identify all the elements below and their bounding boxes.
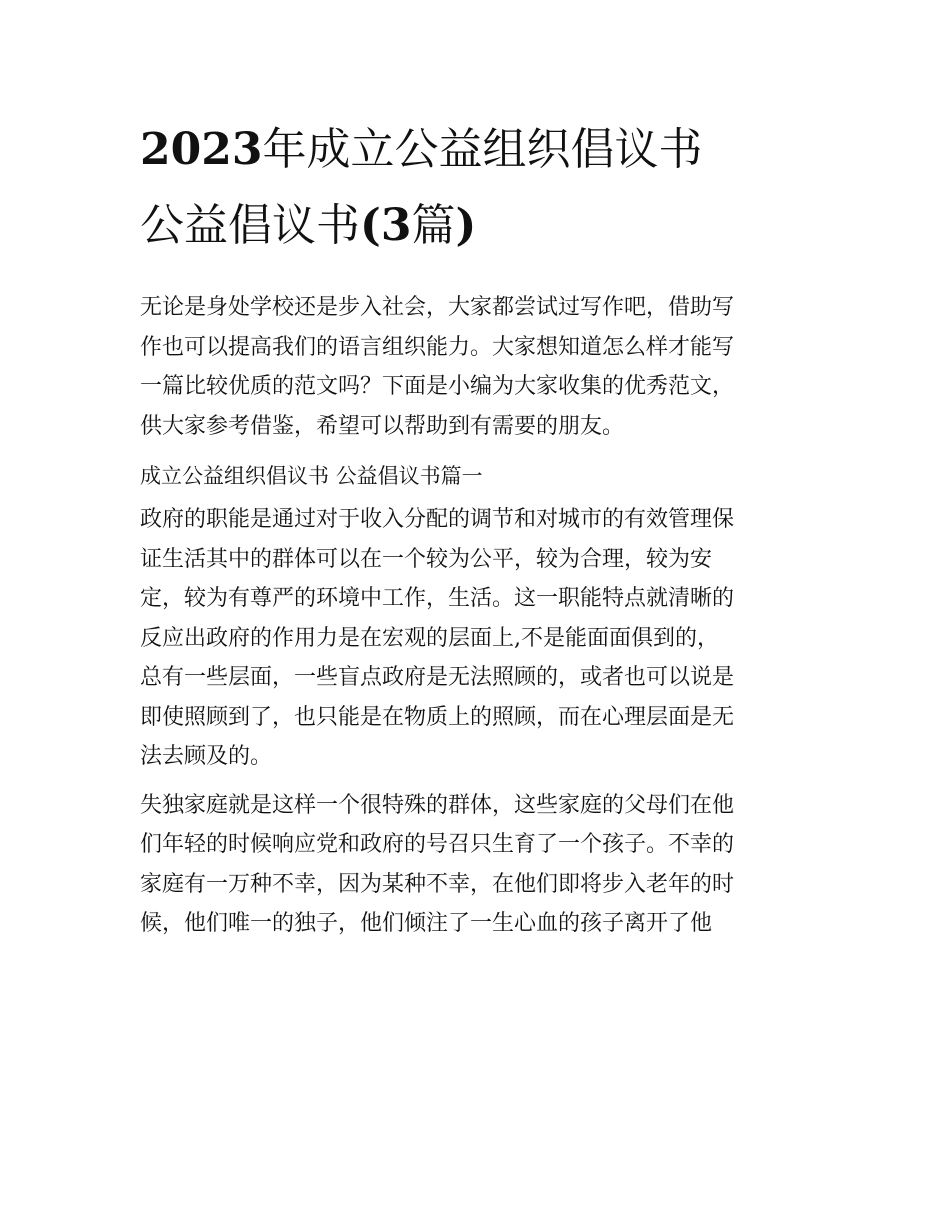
document-title <box>140 112 820 264</box>
text-line: 供大家参考借鉴，希望可以帮助到有需要的朋友。 <box>140 413 625 439</box>
text-line: 们年轻的时候响应党和政府的号召只生育了一个孩子。不幸的 <box>140 832 735 857</box>
text-line: 反应出政府的作用力是在宏观的层面上,不是能面面俱到的， <box>140 625 719 651</box>
text-line: 法去顾及的。 <box>140 744 273 769</box>
body-paragraph-2 <box>140 786 820 944</box>
text-line: 总有一些层面，一些盲点政府是无法照顾的，或者也可以说是 <box>140 665 735 690</box>
document-page <box>140 112 820 944</box>
text-line: 候，他们唯一的独子，他们倾注了一生心血的孩子离开了他 <box>140 911 713 936</box>
text-line: 作也可以提高我们的语言组织能力。大家想知道怎么样才能写 <box>140 334 735 360</box>
title-year: 2023 <box>140 124 263 175</box>
title-count-close: ) <box>455 200 477 251</box>
text-line: 即使照顾到了，也只能是在物质上的照顾，而在心理层面是无 <box>140 704 735 730</box>
title-count-open: (3 <box>360 200 412 251</box>
title-line-2-text: 公益倡议书 <box>140 200 360 251</box>
title-count-unit: 篇 <box>411 200 456 251</box>
text-line: 家庭有一万种不幸，因为某种不幸，在他们即将步入老年的时 <box>140 871 735 897</box>
text-line: 一篇比较优质的范文吗？下面是小编为大家收集的优秀范文， <box>140 374 735 399</box>
text-line: 失独家庭就是这样一个很特殊的群体，这些家庭的父母们在他 <box>140 792 735 818</box>
section-heading: 成立公益组织倡议书 公益倡议书篇一 <box>140 464 483 488</box>
text-line: 政府的职能是通过对于收入分配的调节和对城市的有效管理保 <box>140 507 735 532</box>
body-paragraph-1 <box>140 500 820 777</box>
title-line-2 <box>140 188 820 264</box>
intro-paragraph <box>140 288 820 446</box>
text-line: 证生活其中的群体可以在一个较为公平，较为合理，较为安 <box>140 546 713 572</box>
title-line-1 <box>140 112 820 188</box>
title-line-1-text: 年成立公益组织倡议书 <box>262 124 703 175</box>
text-line: 无论是身处学校还是步入社会，大家都尝试过写作吧，借助写 <box>140 295 735 320</box>
text-line: 定，较为有尊严的环境中工作，生活。这一职能特点就清晰的 <box>140 586 735 611</box>
